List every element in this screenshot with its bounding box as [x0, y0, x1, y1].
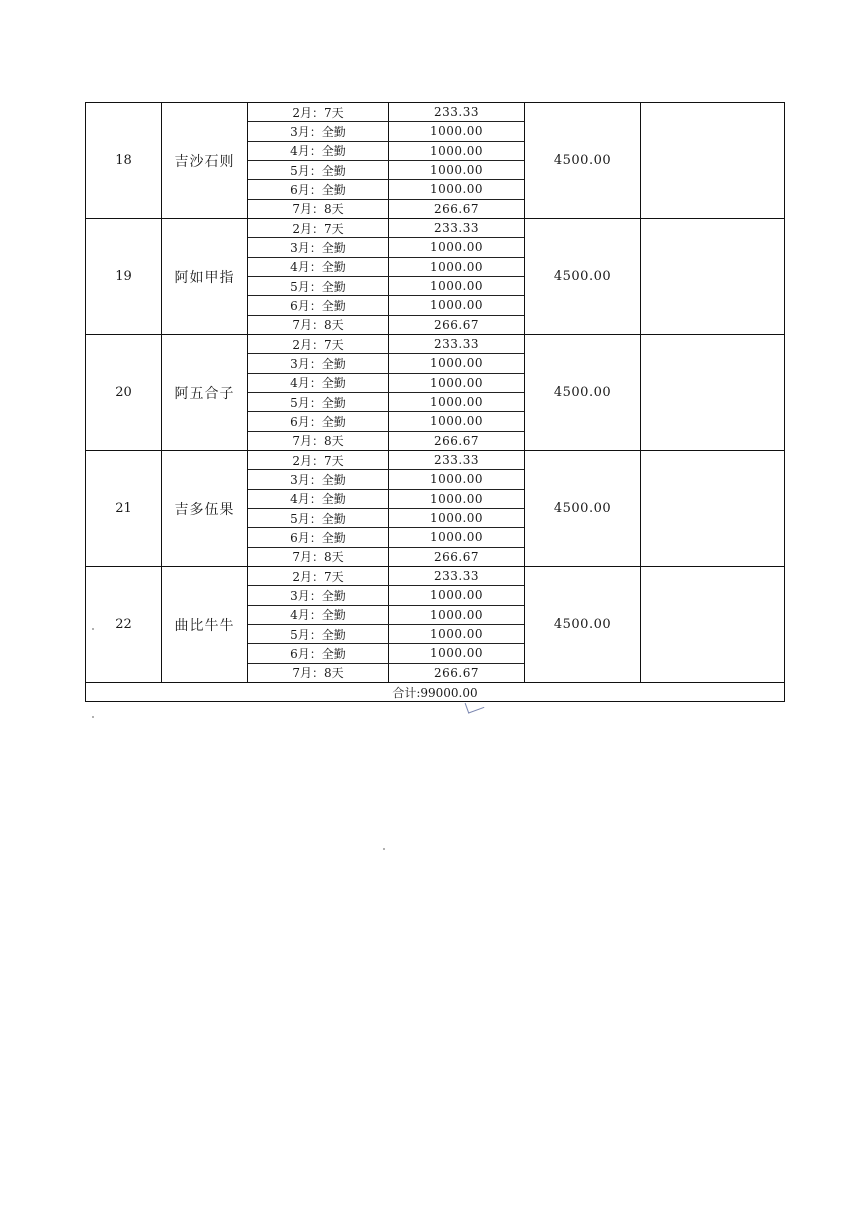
month-row [248, 200, 524, 218]
month-row [248, 161, 524, 180]
month-row [248, 316, 524, 334]
month-row [248, 296, 524, 315]
month-label: 3月：全勤 [248, 122, 389, 140]
month-label: 2月：7天 [248, 335, 389, 353]
month-amount: 266.67 [434, 317, 479, 332]
table-row [86, 567, 784, 683]
month-label: 5月：全勤 [248, 393, 389, 411]
month-amount: 1000.00 [429, 472, 484, 487]
person-name: 阿如甲指 [162, 219, 248, 334]
month-amount: 1000.00 [429, 298, 484, 313]
remark-cell [641, 219, 784, 334]
row-total: 4500.00 [525, 567, 641, 682]
month-label: 3月：全勤 [248, 354, 389, 372]
month-row [248, 548, 524, 566]
row-number: 18 [86, 103, 162, 218]
month-amount: 233.33 [434, 453, 479, 468]
row-number: 22 [86, 567, 162, 682]
month-label: 7月：8天 [248, 548, 389, 566]
month-label: 2月：7天 [248, 451, 389, 469]
month-amount: 1000.00 [429, 607, 484, 622]
month-label: 4月：全勤 [248, 490, 389, 508]
person-name: 阿五合子 [162, 335, 248, 450]
month-label: 3月：全勤 [248, 238, 389, 256]
month-amount: 1000.00 [429, 588, 484, 603]
month-label: 4月：全勤 [248, 374, 389, 392]
table-row [86, 335, 784, 451]
person-name: 吉多伍果 [162, 451, 248, 566]
month-row [248, 354, 524, 373]
month-row [248, 238, 524, 257]
row-total: 4500.00 [525, 103, 641, 218]
month-row [248, 103, 524, 122]
month-amount: 1000.00 [429, 627, 484, 642]
month-row [248, 180, 524, 199]
month-label: 7月：8天 [248, 664, 389, 682]
month-label: 6月：全勤 [248, 644, 389, 662]
month-row [248, 451, 524, 470]
remark-cell [641, 451, 784, 566]
month-label: 4月：全勤 [248, 606, 389, 624]
month-amount: 266.67 [434, 665, 479, 680]
month-breakdown [248, 451, 525, 566]
month-amount: 1000.00 [429, 491, 484, 506]
month-row [248, 277, 524, 296]
month-amount: 1000.00 [429, 163, 484, 178]
person-name: 吉沙石则 [162, 103, 248, 218]
row-number: 21 [86, 451, 162, 566]
month-row [248, 432, 524, 450]
person-name: 曲比牛牛 [162, 567, 248, 682]
month-amount: 1000.00 [429, 279, 484, 294]
month-amount: 233.33 [434, 337, 479, 352]
month-label: 6月：全勤 [248, 412, 389, 430]
table-row [86, 219, 784, 335]
month-row [248, 586, 524, 605]
month-label: 3月：全勤 [248, 586, 389, 604]
row-total: 4500.00 [525, 451, 641, 566]
month-row [248, 374, 524, 393]
month-amount: 1000.00 [429, 124, 484, 139]
month-amount: 1000.00 [429, 395, 484, 410]
month-amount: 1000.00 [429, 511, 484, 526]
month-row [248, 470, 524, 489]
month-row [248, 219, 524, 238]
remark-cell [641, 103, 784, 218]
month-row [248, 664, 524, 682]
row-number: 20 [86, 335, 162, 450]
month-row [248, 142, 524, 161]
month-label: 5月：全勤 [248, 625, 389, 643]
month-row [248, 528, 524, 547]
month-label: 7月：8天 [248, 316, 389, 334]
month-breakdown [248, 567, 525, 682]
row-total: 4500.00 [525, 219, 641, 334]
month-row [248, 625, 524, 644]
month-label: 2月：7天 [248, 103, 389, 121]
row-number: 19 [86, 219, 162, 334]
month-row [248, 490, 524, 509]
month-row [248, 606, 524, 625]
payroll-table [85, 102, 785, 702]
month-label: 5月：全勤 [248, 509, 389, 527]
table-row [86, 451, 784, 567]
month-row [248, 567, 524, 586]
month-row [248, 509, 524, 528]
remark-cell [641, 567, 784, 682]
month-amount: 233.33 [434, 569, 479, 584]
month-row [248, 393, 524, 412]
month-label: 7月：8天 [248, 432, 389, 450]
month-row [248, 412, 524, 431]
month-amount: 1000.00 [429, 530, 484, 545]
month-row [248, 258, 524, 277]
remark-cell [641, 335, 784, 450]
month-row [248, 644, 524, 663]
month-amount: 1000.00 [429, 143, 484, 158]
month-label: 3月：全勤 [248, 470, 389, 488]
month-amount: 233.33 [434, 105, 479, 120]
month-label: 2月：7天 [248, 567, 389, 585]
month-label: 7月：8天 [248, 200, 389, 218]
scan-speck [92, 628, 94, 630]
month-row [248, 335, 524, 354]
table-row [86, 103, 784, 219]
month-label: 6月：全勤 [248, 528, 389, 546]
month-amount: 1000.00 [429, 414, 484, 429]
month-amount: 1000.00 [429, 240, 484, 255]
month-label: 4月：全勤 [248, 142, 389, 160]
month-label: 6月：全勤 [248, 180, 389, 198]
month-label: 5月：全勤 [248, 277, 389, 295]
month-amount: 266.67 [434, 433, 479, 448]
month-amount: 266.67 [434, 549, 479, 564]
month-label: 5月：全勤 [248, 161, 389, 179]
row-total: 4500.00 [525, 335, 641, 450]
month-breakdown [248, 219, 525, 334]
month-row [248, 122, 524, 141]
month-breakdown [248, 103, 525, 218]
month-amount: 266.67 [434, 201, 479, 216]
grand-total-row: 合计:99000.00 [392, 685, 478, 700]
month-amount: 1000.00 [429, 646, 484, 661]
month-amount: 1000.00 [429, 356, 484, 371]
month-amount: 1000.00 [429, 259, 484, 274]
month-label: 6月：全勤 [248, 296, 389, 314]
scan-speck [383, 848, 385, 850]
month-label: 2月：7天 [248, 219, 389, 237]
month-amount: 1000.00 [429, 375, 484, 390]
scan-speck [92, 716, 94, 718]
month-amount: 1000.00 [429, 182, 484, 197]
month-breakdown [248, 335, 525, 450]
month-label: 4月：全勤 [248, 258, 389, 276]
month-amount: 233.33 [434, 221, 479, 236]
